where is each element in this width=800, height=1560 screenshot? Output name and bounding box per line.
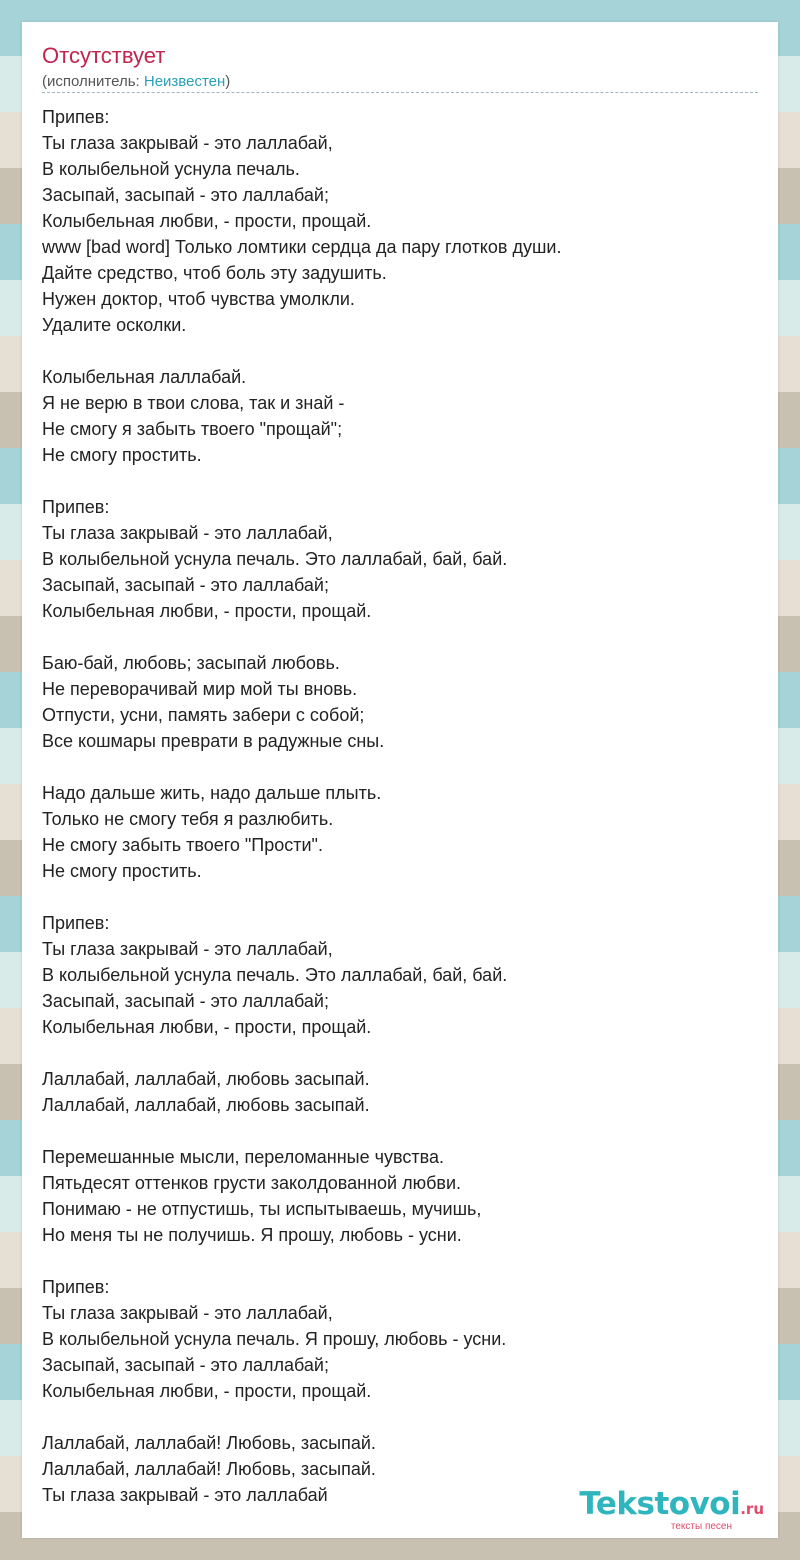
lyric-line: Не смогу простить. [42,861,202,881]
lyric-line: Нужен доктор, чтоб чувства умолкли. [42,289,355,309]
lyric-line: Ты глаза закрывай - это лаллабай [42,1485,328,1505]
lyric-line: Ты глаза закрывай - это лаллабай, [42,939,333,959]
stanza-break [42,1118,762,1144]
lyric-line: Лаллабай, лаллабай, любовь засыпай. [42,1095,370,1115]
performer-suffix: ) [225,73,231,90]
performer-link[interactable]: Неизвестен [143,73,226,90]
lyric-line: Не переворачивай мир мой ты вновь. [42,679,358,699]
site-logo[interactable] [579,1487,764,1532]
lyric-line: Не смогу я забыть твоего "прощай"; [42,419,343,439]
lyric-line: В колыбельной уснула печаль. [42,159,300,179]
lyric-line: Понимаю - не отпустишь, ты испытываешь, мучишь, [42,1199,482,1219]
performer-line [42,72,230,92]
stanza-break [42,1040,762,1066]
lyric-line: Надо дальше жить, надо дальше плыть. [42,783,382,803]
stanza-break [42,468,762,494]
lyric-line: Засыпай, засыпай - это лаллабай; [42,991,329,1011]
lyric-line: Но меня ты не получишь. Я прошу, любовь - усни. [42,1225,462,1245]
lyric-line: www [bad word] Только ломтики сердца да пару глотков души. [42,237,562,257]
lyric-line: В колыбельной уснула печаль. Это лаллабай, бай, бай. [42,549,508,569]
stanza-break [42,884,762,910]
lyric-line: Перемешанные мысли, переломанные чувства. [42,1147,444,1167]
logo-tld: .ru [740,1500,764,1518]
lyric-line: В колыбельной уснула печаль. Это лаллабай, бай, бай. [42,965,508,985]
lyric-line: Отпусти, усни, память забери с собой; [42,705,365,725]
lyric-line: Ты глаза закрывай - это лаллабай, [42,523,333,543]
lyric-line: Не смогу простить. [42,445,202,465]
lyric-line: Засыпай, засыпай - это лаллабай; [42,575,329,595]
lyric-line: Удалите осколки. [42,315,187,335]
lyric-line: Не смогу забыть твоего "Прости". [42,835,323,855]
lyric-line: Ты глаза закрывай - это лаллабай, [42,133,333,153]
lyric-line: Дайте средство, чтоб боль эту задушить. [42,263,387,283]
lyric-line: Засыпай, засыпай - это лаллабай; [42,1355,329,1375]
lyric-line: Колыбельная лаллабай. [42,367,247,387]
lyric-line: Засыпай, засыпай - это лаллабай; [42,185,329,205]
lyric-line: Припев: [42,1277,110,1297]
lyric-line: В колыбельной уснула печаль. Я прошу, любовь - усни. [42,1329,507,1349]
lyric-line: Колыбельная любви, - прости, прощай. [42,1017,372,1037]
lyric-line: Лаллабай, лаллабай! Любовь, засыпай. [42,1433,376,1453]
lyric-line: Только не смогу тебя я разлюбить. [42,809,334,829]
stanza-break [42,1404,762,1430]
song-title: Отсутствует [42,43,166,68]
title-divider [42,92,758,93]
lyric-line: Лаллабай, лаллабай! Любовь, засыпай. [42,1459,376,1479]
stanza-break [42,624,762,650]
performer-prefix: (исполнитель: [42,73,144,90]
lyric-line: Баю-бай, любовь; засыпай любовь. [42,653,340,673]
lyric-line: Лаллабай, лаллабай, любовь засыпай. [42,1069,370,1089]
lyric-line: Припев: [42,107,110,127]
stanza-break [42,754,762,780]
lyric-line: Пятьдесят оттенков грусти заколдованной любви. [42,1173,462,1193]
lyric-line: Колыбельная любви, - прости, прощай. [42,601,372,621]
stanza-break [42,338,762,364]
lyric-line: Припев: [42,913,110,933]
lyrics-card [22,22,778,1538]
lyric-line: Колыбельная любви, - прости, прощай. [42,1381,372,1401]
lyric-line: Я не верю в твои слова, так и знай - [42,393,345,413]
lyric-line: Колыбельная любви, - прости, прощай. [42,211,372,231]
lyrics-text [42,104,762,1508]
lyric-line: Припев: [42,497,110,517]
logo-name: Tekstovoi [579,1486,741,1522]
stanza-break [42,1248,762,1274]
lyric-line: Все кошмары преврати в радужные сны. [42,731,385,751]
lyric-line: Ты глаза закрывай - это лаллабай, [42,1303,333,1323]
logo-tagline: тексты песен [670,1521,732,1532]
